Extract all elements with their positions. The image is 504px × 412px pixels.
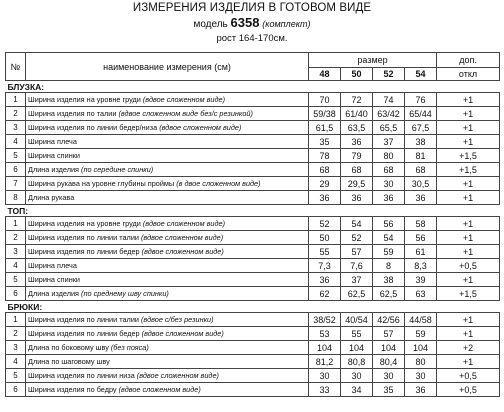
section-row (6, 301, 500, 313)
size-value: 76 (405, 93, 437, 107)
size-header: 54 (405, 68, 437, 81)
size-value: 36 (373, 191, 405, 205)
row-number: 6 (6, 163, 26, 177)
size-value: 34 (341, 383, 373, 397)
size-value: 36 (309, 273, 341, 287)
size-value: 62,5 (373, 287, 405, 301)
row-number: 5 (6, 369, 26, 383)
column-name-header: наименование измерения (см) (26, 53, 309, 81)
tolerance-value: +0,5 (437, 259, 500, 273)
section-row (6, 81, 500, 93)
measurement-note: (в двое сложенном виде) (176, 179, 261, 188)
size-value: 38/52 (309, 313, 341, 327)
table-row (6, 327, 500, 341)
row-number: 2 (6, 231, 26, 245)
model-note: (комплект) (262, 19, 311, 29)
table-row (6, 177, 500, 191)
column-number-header: № (6, 53, 26, 81)
measurement-name-cell (26, 287, 309, 301)
measurement-name: Ширина изделия по талии (28, 109, 117, 118)
measurement-name: Длина рукава (28, 193, 75, 202)
measurement-name: Ширина спинки (28, 151, 80, 160)
size-value: 30 (341, 369, 373, 383)
table-row (6, 245, 500, 259)
row-number: 1 (6, 217, 26, 231)
tolerance-value: +1 (437, 273, 500, 287)
tolerance-value: +1 (437, 135, 500, 149)
measurement-name: Ширина изделия на уровне груди (28, 219, 141, 228)
size-value: 36 (341, 191, 373, 205)
size-value: 30,5 (405, 177, 437, 191)
tolerance-value: +1 (437, 121, 500, 135)
size-value: 70 (309, 93, 341, 107)
size-value: 81 (405, 149, 437, 163)
size-value: 55 (309, 245, 341, 259)
size-value: 53 (309, 327, 341, 341)
measurement-name: Длина по шаговому шву (28, 357, 110, 366)
table-row (6, 93, 500, 107)
tolerance-value: +1 (437, 245, 500, 259)
size-value: 54 (341, 217, 373, 231)
size-value: 104 (341, 341, 373, 355)
measurement-name: Длина по боковому шву (28, 343, 109, 352)
size-value: 37 (373, 135, 405, 149)
size-value: 68 (405, 163, 437, 177)
table-row (6, 259, 500, 273)
size-value: 80 (405, 355, 437, 369)
measurement-name-cell (26, 327, 309, 341)
measurement-name-cell (26, 273, 309, 287)
size-value: 68 (309, 163, 341, 177)
size-value: 58 (405, 217, 437, 231)
table-row (6, 313, 500, 327)
size-value: 65,5 (373, 121, 405, 135)
size-value: 59 (373, 245, 405, 259)
size-value: 56 (405, 231, 437, 245)
size-value: 61/40 (341, 107, 373, 121)
measurement-name: Ширина изделия по бедру (28, 385, 117, 394)
table-row (6, 383, 500, 397)
tolerance-value: +1 (437, 177, 500, 191)
tolerance-value: +1 (437, 327, 500, 341)
row-number: 2 (6, 327, 26, 341)
size-value: 54 (373, 231, 405, 245)
measurement-name: Ширина изделия по линии талии (28, 233, 139, 242)
size-value: 29,5 (341, 177, 373, 191)
column-tolerance-header-1: доп. (437, 53, 500, 68)
size-value: 61 (405, 245, 437, 259)
measurements-table (5, 52, 500, 397)
row-number: 6 (6, 287, 26, 301)
size-value: 7,3 (309, 259, 341, 273)
row-number: 1 (6, 313, 26, 327)
size-value: 52 (341, 231, 373, 245)
size-value: 68 (341, 163, 373, 177)
measurement-note: (по среднему шву спинки) (81, 289, 169, 298)
size-value: 30 (373, 177, 405, 191)
page-title: ИЗМЕРЕНИЯ ИЗДЕЛИЯ В ГОТОВОМ ВИДЕ (132, 2, 372, 14)
measurement-note: (по середине спинки) (81, 165, 154, 174)
size-value: 80 (373, 149, 405, 163)
measurement-name: Длина изделия (28, 289, 80, 298)
size-header: 50 (341, 68, 373, 81)
size-value: 79 (341, 149, 373, 163)
measurement-name: Ширина изделия по линии низа (28, 371, 135, 380)
size-value: 42/56 (373, 313, 405, 327)
size-value: 57 (341, 245, 373, 259)
measurement-name-cell (26, 217, 309, 231)
tolerance-value: +1 (437, 217, 500, 231)
size-value: 36 (309, 191, 341, 205)
table-row (6, 149, 500, 163)
measurement-note: (вдвое сложенном виде) (142, 219, 226, 228)
measurement-name: Ширина изделия на уровне груди (28, 95, 141, 104)
tolerance-value: +1 (437, 355, 500, 369)
size-value: 30 (309, 369, 341, 383)
measurement-name-cell (26, 245, 309, 259)
row-number: 6 (6, 383, 26, 397)
tolerance-value: +1,5 (437, 287, 500, 301)
measurement-note: (вдвое сложенном виде) (118, 385, 201, 394)
tolerance-value: +2 (437, 341, 500, 355)
row-number: 8 (6, 191, 26, 205)
measurement-name-cell (26, 191, 309, 205)
measurement-note: (вдвое сложенном виде) (142, 95, 226, 104)
measurement-note: (вдвое сложенном виде) (159, 123, 242, 132)
measurement-name-cell (26, 313, 309, 327)
size-value: 59/38 (309, 107, 341, 121)
size-value: 8,3 (405, 259, 437, 273)
size-value: 44/58 (405, 313, 437, 327)
row-number: 1 (6, 93, 26, 107)
tolerance-value: +1,5 (437, 163, 500, 177)
size-value: 38 (373, 273, 405, 287)
tolerance-value: +1 (437, 107, 500, 121)
measurement-name: Ширина изделия по линии талии (28, 315, 139, 324)
measurement-name-cell (26, 231, 309, 245)
size-value: 56 (373, 217, 405, 231)
measurement-note: (вдвое с/без резинки) (141, 315, 214, 324)
tolerance-value: +1 (437, 231, 500, 245)
section-title: ТОП: (6, 205, 500, 217)
column-size-header: размер (309, 53, 437, 68)
measurement-note: (вдвое сложенном виде без/с резинкой) (118, 109, 253, 118)
measurement-note: (вдвое сложенном виде) (136, 371, 219, 380)
tolerance-value: +0,5 (437, 369, 500, 383)
model-label: модель (193, 19, 228, 30)
size-value: 35 (309, 135, 341, 149)
table-row (6, 231, 500, 245)
measurement-name-cell (26, 93, 309, 107)
size-value: 63/42 (373, 107, 405, 121)
size-value: 62 (309, 287, 341, 301)
height-range: рост 164-170см. (216, 33, 288, 44)
size-value: 63 (405, 287, 437, 301)
measurement-name-cell (26, 383, 309, 397)
measurement-name: Ширина изделия по линии бедер (28, 247, 140, 256)
row-number: 3 (6, 341, 26, 355)
tolerance-value: +0,5 (437, 383, 500, 397)
column-tolerance-header-2: откл (437, 68, 500, 81)
size-value: 61,5 (309, 121, 341, 135)
size-value: 39 (405, 273, 437, 287)
row-number: 3 (6, 121, 26, 135)
row-number: 7 (6, 177, 26, 191)
measurement-name: Ширина плеча (28, 261, 77, 270)
measurement-note: (вдвое сложенном виде) (141, 329, 224, 338)
measurement-name-cell (26, 135, 309, 149)
size-value: 57 (373, 327, 405, 341)
section-title: БРЮКИ: (6, 301, 500, 313)
model-number: 6358 (230, 15, 260, 30)
row-number: 4 (6, 135, 26, 149)
size-value: 78 (309, 149, 341, 163)
size-value: 59 (405, 327, 437, 341)
size-value: 81,2 (309, 355, 341, 369)
size-value: 104 (309, 341, 341, 355)
measurement-name-cell (26, 163, 309, 177)
measurement-name: Длина изделия (28, 165, 80, 174)
size-value: 36 (405, 191, 437, 205)
size-value: 35 (373, 383, 405, 397)
size-value: 29 (309, 177, 341, 191)
size-value: 80,4 (373, 355, 405, 369)
measurement-name-cell (26, 369, 309, 383)
size-value: 72 (341, 93, 373, 107)
table-row (6, 341, 500, 355)
table-row (6, 191, 500, 205)
measurement-name-cell (26, 177, 309, 191)
size-value: 68 (373, 163, 405, 177)
size-value: 104 (405, 341, 437, 355)
size-value: 52 (309, 217, 341, 231)
measurement-name: Ширина рукава на уровне глубины проймы (28, 179, 175, 188)
size-value: 30 (405, 369, 437, 383)
measurement-name: Ширина спинки (28, 275, 80, 284)
size-value: 63,5 (341, 121, 373, 135)
row-number: 4 (6, 355, 26, 369)
measurement-name-cell (26, 149, 309, 163)
table-row (6, 217, 500, 231)
table-row (6, 135, 500, 149)
size-value: 36 (341, 135, 373, 149)
tolerance-value: +1 (437, 191, 500, 205)
size-value: 36 (405, 383, 437, 397)
size-value: 104 (373, 341, 405, 355)
table-row (6, 163, 500, 177)
measurement-name: Ширина изделия по линии бедер/низа (28, 123, 158, 132)
size-value: 8 (373, 259, 405, 273)
measurement-note: (вдвое сложенном виде) (141, 233, 224, 242)
size-value: 37 (341, 273, 373, 287)
model-line (0, 15, 504, 30)
size-value: 50 (309, 231, 341, 245)
table-row (6, 287, 500, 301)
size-header: 48 (309, 68, 341, 81)
size-value: 55 (341, 327, 373, 341)
measurement-name-cell (26, 341, 309, 355)
size-value: 65/44 (405, 107, 437, 121)
tolerance-value: +1 (437, 93, 500, 107)
row-number: 2 (6, 107, 26, 121)
measurement-name: Ширина изделия по линии бедер (28, 329, 140, 338)
measurement-name-cell (26, 259, 309, 273)
size-value: 80,8 (341, 355, 373, 369)
table-row (6, 107, 500, 121)
row-number: 5 (6, 273, 26, 287)
table-row (6, 121, 500, 135)
size-value: 67,5 (405, 121, 437, 135)
size-value: 40/54 (341, 313, 373, 327)
table-row (6, 355, 500, 369)
table-row (6, 369, 500, 383)
size-value: 74 (373, 93, 405, 107)
section-title: БЛУЗКА: (6, 81, 500, 93)
measurement-name-cell (26, 121, 309, 135)
measurement-note: (без пояса) (110, 343, 149, 352)
table-row (6, 273, 500, 287)
size-value: 33 (309, 383, 341, 397)
size-value: 7,6 (341, 259, 373, 273)
size-value: 38 (405, 135, 437, 149)
measurement-name: Ширина плеча (28, 137, 77, 146)
measurement-name-cell (26, 355, 309, 369)
size-value: 30 (373, 369, 405, 383)
tolerance-value: +1,5 (437, 149, 500, 163)
row-number: 4 (6, 259, 26, 273)
row-number: 3 (6, 245, 26, 259)
measurement-name-cell (26, 107, 309, 121)
tolerance-value: +1 (437, 313, 500, 327)
measurement-note: (вдвое сложенном виде) (141, 247, 224, 256)
header-row (6, 53, 500, 68)
size-header: 52 (373, 68, 405, 81)
section-row (6, 205, 500, 217)
row-number: 5 (6, 149, 26, 163)
size-value: 62,5 (341, 287, 373, 301)
table-body (6, 53, 500, 397)
